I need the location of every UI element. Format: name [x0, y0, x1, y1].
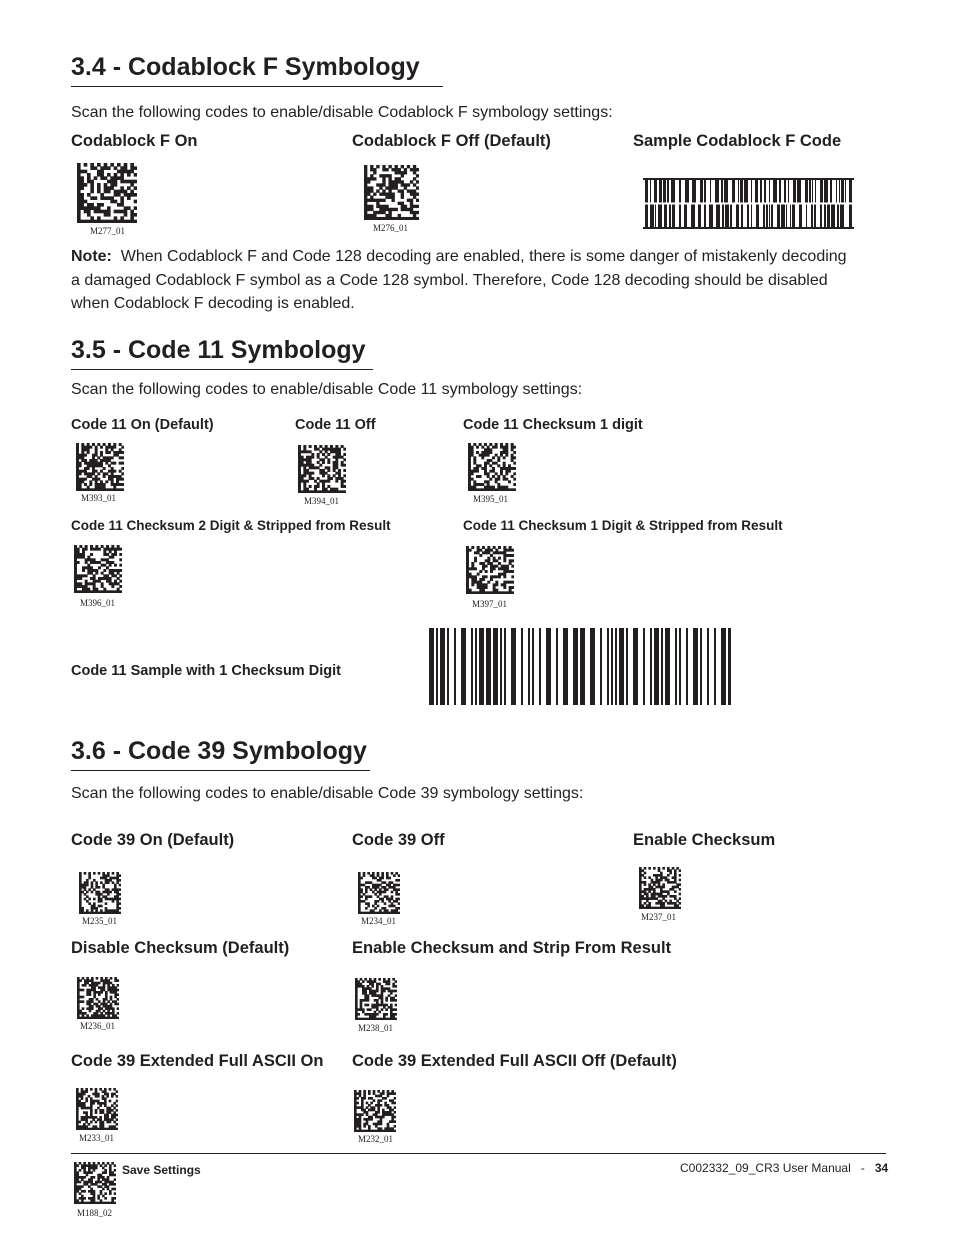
section-intro-codablock: Scan the following codes to enable/disable Codablock F symbology settings:	[71, 104, 613, 121]
caption-code39-enable-checksum: M237_01	[641, 912, 677, 922]
section-intro-code11: Scan the following codes to enable/disable Code 11 symbology settings:	[71, 381, 583, 398]
caption-code11-on: M393_01	[81, 493, 117, 503]
caption-codablock-off: M276_01	[373, 223, 409, 233]
footer-rule	[71, 1153, 886, 1154]
caption-code39-off: M234_01	[361, 916, 397, 926]
label-code39-ascii-off: Code 39 Extended Full ASCII Off (Default)	[352, 1052, 677, 1070]
label-codablock-on: Codablock F On	[71, 132, 198, 150]
footer-manual-title: C002332_09_CR3 User Manual	[680, 1161, 851, 1175]
barcode-code11-checksum2-strip[interactable]	[74, 545, 122, 593]
barcode-codablock-sample[interactable]	[643, 178, 854, 229]
caption-code11-checksum1-strip: M397_01	[472, 599, 508, 609]
label-code39-disable-checksum: Disable Checksum (Default)	[71, 939, 290, 957]
barcode-save-settings[interactable]	[74, 1162, 116, 1204]
label-code39-off: Code 39 Off	[352, 831, 445, 849]
barcode-code39-ascii-on[interactable]	[76, 1088, 118, 1130]
note-text: When Codablock F and Code 128 decoding are enabled, there is some danger of mistakenly decoding a damaged Codablock F symbol as a Code 128 symbol. Therefore, Code 128 decoding should be disabled when Codablock F decoding is enabled.	[71, 248, 847, 312]
caption-code11-off: M394_01	[304, 496, 340, 506]
label-code11-on: Code 11 On (Default)	[71, 417, 214, 433]
caption-codablock-on: M277_01	[90, 226, 126, 236]
label-code39-enable-checksum: Enable Checksum	[633, 831, 776, 849]
label-code39-ascii-on: Code 39 Extended Full ASCII On	[71, 1052, 324, 1070]
label-codablock-sample: Sample Codablock F Code	[633, 132, 842, 150]
label-code11-checksum1: Code 11 Checksum 1 digit	[463, 417, 643, 433]
note-label: Note:	[71, 248, 112, 265]
section-title-code11: 3.5 - Code 11 Symbology	[71, 335, 373, 370]
label-codablock-off: Codablock F Off (Default)	[352, 132, 551, 150]
barcode-code39-enable-checksum[interactable]	[639, 867, 681, 909]
label-code11-checksum2-strip: Code 11 Checksum 2 Digit & Stripped from Result	[71, 518, 391, 533]
barcode-code11-on[interactable]	[76, 443, 124, 491]
barcode-code39-on[interactable]	[79, 872, 121, 914]
caption-code39-ascii-on: M233_01	[79, 1133, 115, 1143]
label-code11-checksum1-strip: Code 11 Checksum 1 Digit & Stripped from Result	[463, 518, 783, 533]
caption-code11-checksum1: M395_01	[473, 494, 509, 504]
label-code39-enable-strip: Enable Checksum and Strip From Result	[352, 939, 672, 957]
caption-code39-ascii-off: M232_01	[358, 1134, 394, 1144]
barcode-code39-disable-checksum[interactable]	[77, 977, 119, 1019]
caption-code39-disable-checksum: M236_01	[80, 1021, 116, 1031]
barcode-code11-checksum1[interactable]	[468, 443, 516, 491]
footer-manual-info	[680, 1161, 888, 1175]
section-title-codablock: 3.4 - Codablock F Symbology	[71, 52, 443, 87]
label-code39-on: Code 39 On (Default)	[71, 831, 235, 849]
barcode-code39-off[interactable]	[358, 872, 400, 914]
barcode-code39-enable-strip[interactable]	[355, 978, 397, 1020]
barcode-code11-off[interactable]	[298, 445, 346, 493]
barcode-code39-ascii-off[interactable]	[354, 1090, 396, 1132]
label-code11-sample: Code 11 Sample with 1 Checksum Digit	[71, 663, 341, 679]
caption-code39-on: M235_01	[82, 916, 118, 926]
barcode-code11-checksum1-strip[interactable]	[466, 546, 514, 594]
caption-save-settings: M188_02	[77, 1208, 113, 1218]
footer-separator: -	[860, 1161, 865, 1175]
caption-code39-enable-strip: M238_01	[358, 1023, 394, 1033]
footer-page-number: 34	[874, 1161, 889, 1175]
footer-save-settings-label: Save Settings	[122, 1163, 201, 1177]
caption-code11-checksum2-strip: M396_01	[80, 598, 116, 608]
section-intro-code39: Scan the following codes to enable/disable Code 39 symbology settings:	[71, 785, 584, 802]
section-title-code39: 3.6 - Code 39 Symbology	[71, 736, 370, 771]
note-paragraph	[71, 245, 851, 316]
barcode-codablock-on[interactable]	[77, 163, 137, 223]
barcode-code11-sample[interactable]	[429, 628, 731, 705]
barcode-codablock-off[interactable]	[364, 165, 419, 220]
label-code11-off: Code 11 Off	[295, 417, 376, 433]
